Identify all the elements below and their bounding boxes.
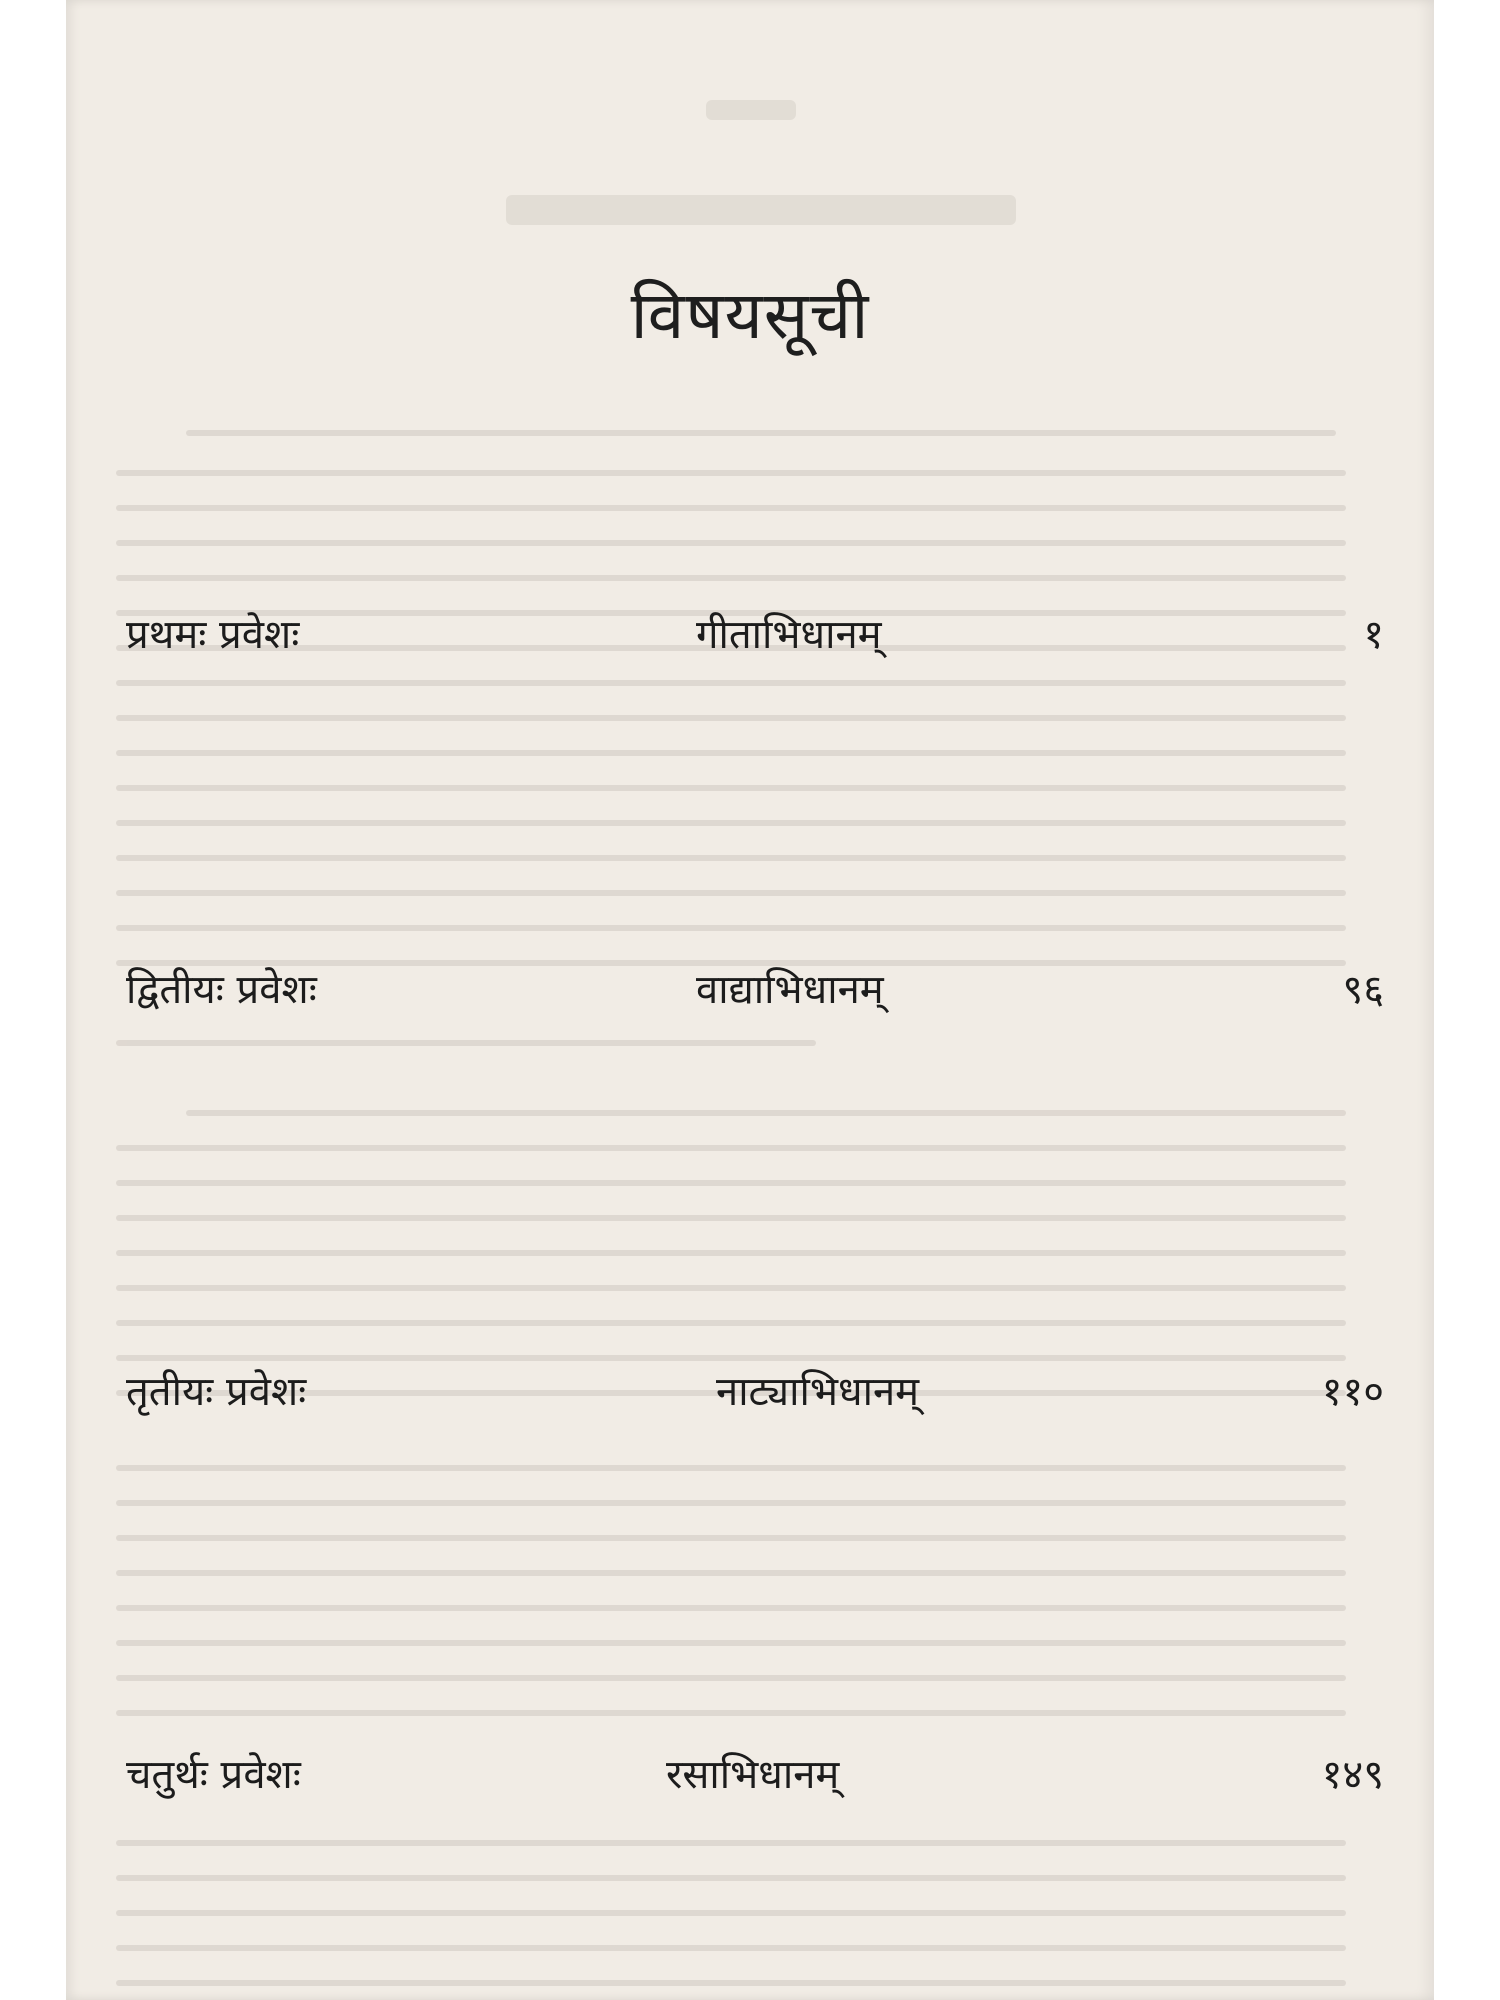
toc-page-number: १ xyxy=(1363,612,1384,658)
toc-entry-2 xyxy=(66,960,1434,1040)
toc-section-label: द्वितीयः प्रवेशः xyxy=(126,967,317,1013)
scan-margin-left xyxy=(0,0,66,2000)
page-title: विषयसूची xyxy=(630,277,870,354)
toc-section-label: तृतीयः प्रवेशः xyxy=(126,1369,307,1415)
book-page xyxy=(66,0,1434,2000)
toc-chapter-name: रसाभिधानम् xyxy=(666,1752,840,1798)
toc-entry-4 xyxy=(66,1745,1434,1825)
toc-chapter-name: नाट्याभिधानम् xyxy=(716,1369,920,1415)
scan-margin-right xyxy=(1434,0,1500,2000)
toc-section-label: प्रथमः प्रवेशः xyxy=(126,612,300,658)
toc-page-number: ९६ xyxy=(1342,967,1384,1013)
toc-page-number: १४९ xyxy=(1321,1752,1384,1798)
toc-chapter-name: गीताभिधानम् xyxy=(696,612,882,658)
toc-entry-3 xyxy=(66,1362,1434,1442)
toc-page-number: ११० xyxy=(1321,1369,1384,1415)
toc-section-label: चतुर्थः प्रवेशः xyxy=(126,1752,301,1798)
toc-entry-1 xyxy=(66,605,1434,685)
toc-chapter-name: वाद्याभिधानम् xyxy=(696,967,884,1013)
